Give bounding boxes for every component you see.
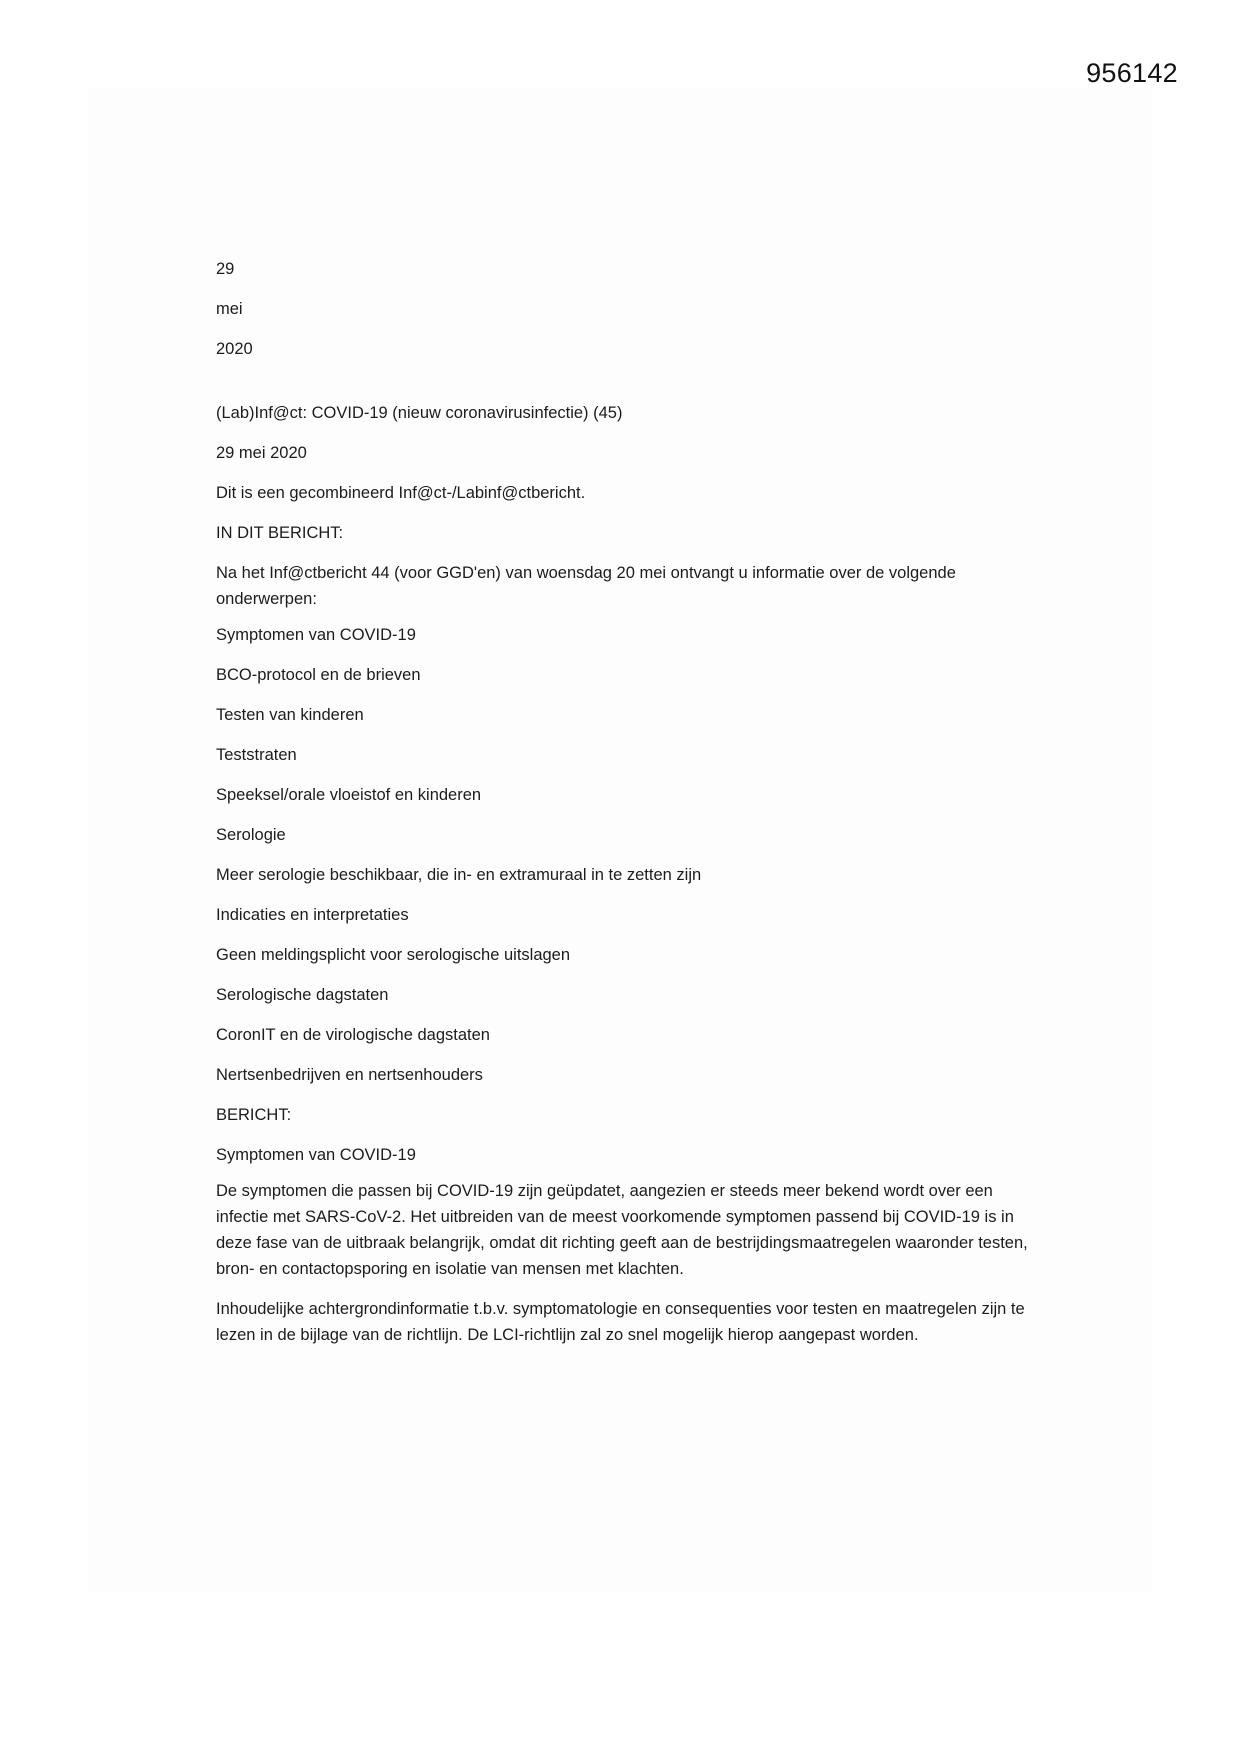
topic-item: Teststraten <box>216 746 297 764</box>
date-year: 2020 <box>216 340 253 358</box>
overview-text: Na het Inf@ctbericht 44 (voor GGD'en) van woensdag 20 mei ontvangt u informatie over de volgende onderwerpen: <box>216 564 956 608</box>
topic-item: Serologie <box>216 826 286 844</box>
topic-item: Testen van kinderen <box>216 706 364 724</box>
topic-item: Geen meldingsplicht voor serologische uitslagen <box>216 946 571 964</box>
topic-list <box>216 622 1036 1088</box>
topic-item: Serologische dagstaten <box>216 986 389 1004</box>
date-month: mei <box>216 300 243 318</box>
topic-item: Meer serologie beschikbaar, die in- en extramuraal in te zetten zijn <box>216 866 702 884</box>
date-day: 29 <box>216 260 235 278</box>
section-paragraph: De symptomen die passen bij COVID-19 zijn geüpdatet, aangezien er steeds meer bekend wordt over een infectie met SARS-CoV-2. Het uitbreiden van de meest voorkomende symptomen passend bij COVID-19 is in deze fase van de uitbraak belangrijk, omdat dit richting geeft aan de bestrijdingsmaatregelen waaronder testen, bron- en contactopsporing en isolatie van mensen met klachten. <box>216 1182 1028 1278</box>
topic-item: Nertsenbedrijven en nertsenhouders <box>216 1066 483 1084</box>
topic-item: BCO-protocol en de brieven <box>216 666 421 684</box>
topic-item: Indicaties en interpretaties <box>216 906 409 924</box>
document-id: 956142 <box>1086 58 1178 88</box>
bericht-label: BERICHT: <box>216 1106 292 1124</box>
section-paragraph: Inhoudelijke achtergrondinformatie t.b.v. symptomatologie en consequenties voor testen en maatregelen zijn te lezen in de bijlage van de richtlijn. De LCI-richtlijn zal zo snel mogelijk hierop aangepast worden. <box>216 1300 1025 1344</box>
in-dit-bericht-label: IN DIT BERICHT: <box>216 524 344 542</box>
topic-item: Symptomen van COVID-19 <box>216 626 416 644</box>
intro-text: Dit is een gecombineerd Inf@ct-/Labinf@ctbericht. <box>216 484 586 502</box>
topic-item: CoronIT en de virologische dagstaten <box>216 1026 490 1044</box>
document-date: 29 mei 2020 <box>216 444 307 462</box>
document-body <box>216 256 1036 1362</box>
date-header <box>216 256 1036 362</box>
document-title: (Lab)Inf@ct: COVID-19 (nieuw coronavirusinfectie) (45) <box>216 404 623 422</box>
topic-item: Speeksel/orale vloeistof en kinderen <box>216 786 482 804</box>
section-heading: Symptomen van COVID-19 <box>216 1146 416 1164</box>
